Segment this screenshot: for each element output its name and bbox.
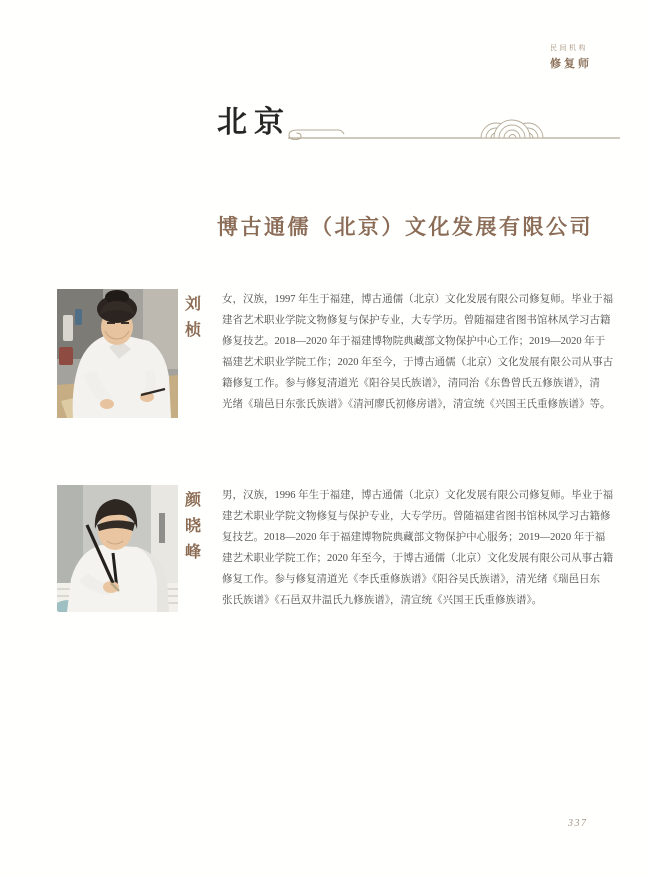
company-title: 博古通儒（北京）文化发展有限公司 (217, 215, 593, 239)
scroll-cloud-divider-icon (282, 110, 622, 150)
person-bio (222, 289, 614, 415)
bio-line: 复技艺。2018—2020 年于福建博物院典藏部文物保护中心服务；2019—2020 年于福 (222, 532, 606, 543)
running-header-title: 修复师 (550, 58, 592, 70)
profile-photo-liu-zhen (57, 289, 178, 418)
bio-line: 建艺术职业学院工作；2020 年至今，于博古通儒（北京）文化发展有限公司从事古籍 (222, 553, 614, 564)
person-bio (222, 485, 614, 611)
bio-line: 光绪《瑞邑日东张氏族谱》《清河廖氏初修房谱》，清宣统《兴国王氏重修族谱》等。 (222, 399, 611, 410)
bio-line: 建省艺术职业学院文物修复与保护专业，大专学历。曾随福建省图书馆林凤学习古籍 (222, 315, 611, 326)
bio-line: 福建艺术职业学院工作；2020 年至今，于博古通儒（北京）文化发展有限公司从事古 (222, 357, 614, 368)
bio-line: 修复技艺。2018—2020 年于福建博物院典藏部文物保护中心工作；2019—2020 年于 (222, 336, 606, 347)
bio-line: 籍修复工作。参与修复清道光《阳谷吴氏族谱》，清同治《东鲁曾氏五修族谱》，清 (222, 378, 600, 389)
bio-line: 建艺术职业学院文物修复与保护专业，大专学历。曾随福建省图书馆林凤学习古籍修 (222, 511, 611, 522)
profile-photo-yan-xiaofeng (57, 485, 178, 612)
bio-line: 修复工作。参与修复清道光《李氏重修族谱》《阳谷吴氏族谱》，清光绪《瑞邑日东 (222, 574, 600, 585)
section-title-beijing: 北京 (217, 106, 291, 139)
page-number: 337 (568, 818, 588, 829)
bio-line: 张氏族谱》《石邑双井温氏九修族谱》，清宣统《兴国王氏重修族谱》。 (222, 595, 543, 606)
running-header-series: 民间机构 (550, 44, 588, 52)
bio-line: 女，汉族，1997 年生于福建，博古通儒（北京）文化发展有限公司修复师。毕业于福 (222, 294, 614, 305)
running-header (550, 43, 592, 71)
person-name: 颜晓峰 (185, 492, 202, 561)
bio-line: 男，汉族，1996 年生于福建，博古通儒（北京）文化发展有限公司修复师。毕业于福 (222, 490, 614, 501)
person-name: 刘桢 (185, 296, 202, 339)
